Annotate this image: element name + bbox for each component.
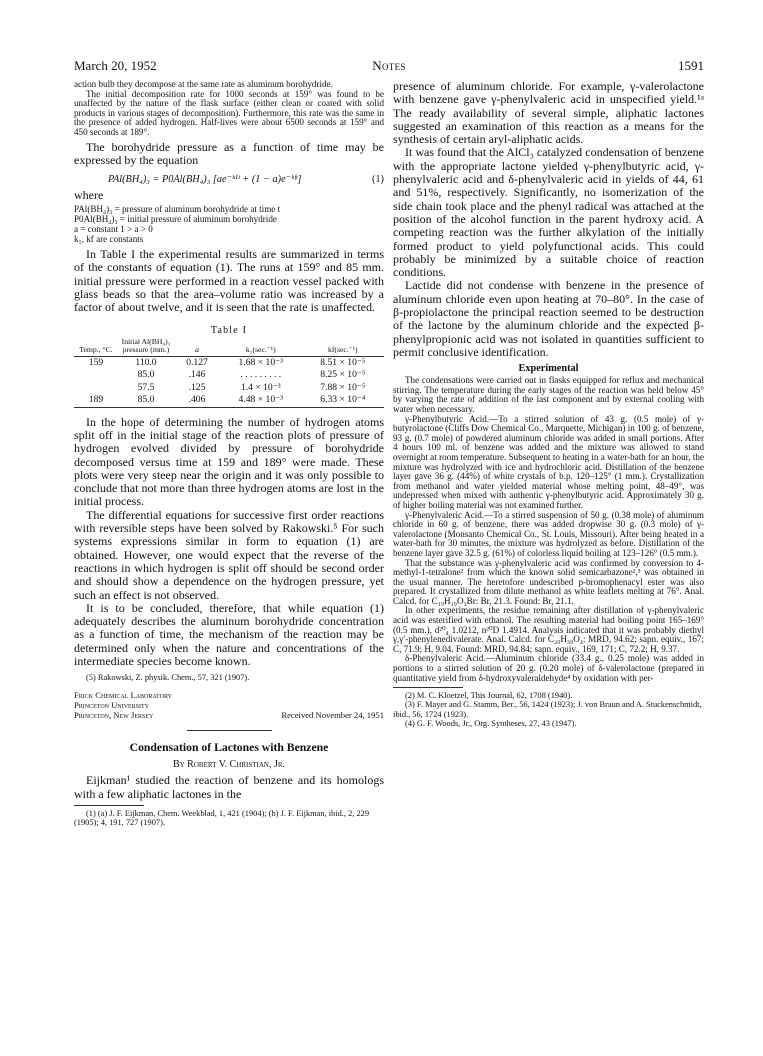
address-line: Frick Chemical Laboratory [74, 690, 172, 701]
definition: k₁, kf are constants [74, 234, 144, 245]
footnote: (2) M. C. Kloetzel, This Journal, 62, 1708 (1940). [405, 691, 573, 701]
section-heading: Experimental [518, 363, 579, 375]
header-date: March 20, 1952 [74, 58, 157, 73]
table-row [74, 369, 384, 382]
table-cell: .146 [188, 369, 206, 381]
table-cell [74, 369, 118, 382]
table-cell: 189 [88, 394, 104, 406]
table-row [74, 394, 384, 407]
footnote: (5) Rakowski, Z. physik. Chem., 57, 321 (1907). [86, 673, 250, 683]
data-table [74, 338, 384, 408]
footnote: (3) F. Mayer and G. Stamm, Ber., 56, 1424 (1923); J. von Braun and A. Stuckenschmidt, ibid., 56, 1724 (1923). [393, 700, 702, 719]
table-row [74, 382, 384, 395]
table-cell: 57.5 [137, 381, 155, 393]
paragraph: In Table I the experimental results are summarized in terms of the constants of equation (1). The runs at 159° and 85 mm. initial pressure were performed in a reaction vessel packed with glass beads so that the area–volume ratio was increased by a factor of about twelve, and it is seen that the rate is unaffected. [74, 247, 384, 315]
paragraph: That the substance was γ-phenylvaleric acid was confirmed by conversion to 4-methyl-1-tetralone² from which the known solid semicarbazone²,³ was obtained in the usual manner. The heretofore undescribed p-bromophenacyl ester was also prepared. It crystallized from dilute methanol as white leaflets melting at 76°. Anal. Calcd. for C₁₉H₁₉O₃Br: Br, 21.3. Found: Br, 21.1. [393, 557, 704, 606]
column-header: k₁(sec.⁻¹) [245, 344, 276, 354]
received-date: Received November 24, 1951 [281, 710, 384, 721]
byline: By Robert V. Christian, Jr. [172, 759, 286, 771]
section-rule [187, 730, 272, 731]
table-cell [74, 382, 118, 395]
paragraph: It is to be concluded, therefore, that while equation (1) adequately describes the aluminum borohydride concentration as a function of time, the mechanism of the reaction may be determined only when the nature and concentrations of the intermediate species become known. [74, 600, 384, 668]
paragraph: δ-Phenylvaleric Acid.—Aluminum chloride (33.4 g., 0.25 mole) was added in portions to a stirred solution of 20 g. (0.20 mole) of δ-valerolactone (prepared in quantitative yield from δ-hydroxyvaleraldehyde⁴ by oxidation with per- [393, 653, 704, 683]
author-address [74, 690, 384, 720]
column-header: Temp., °C. [79, 344, 113, 354]
table-cell: 8.25 × 10⁻⁵ [320, 369, 366, 381]
paragraph: The condensations were carried out in flasks equipped for reflux and mechanical stirring. The temperature during the early stages of the reaction was held below 45° by varying the rate of addition of the last component and by external cooling with water when necessary. [393, 375, 704, 415]
running-header [74, 58, 704, 74]
right-column [393, 80, 704, 728]
table-cell: 110.0 [135, 356, 157, 368]
footnote-rule [393, 687, 463, 688]
table-cell: 6.33 × 10⁻⁴ [320, 394, 366, 406]
footnote: (1) (a) J. F. Eijkman, Chem. Weekblad, 1, 421 (1904); (b) J. F. Eijkman, ibid., 2, 229 (1905); 4, 191, 727 (1907). [74, 809, 370, 828]
table-cell: 8.51 × 10⁻⁵ [320, 356, 366, 368]
table-title: Table I [210, 324, 248, 336]
paragraph: The initial decomposition rate for 1000 seconds at 159° was found to be unaffected by the nature of the flask surface (either clean or coated with solid products in various stages of decomposition). Furthermore, this rate was the same in the presence of added hydrogen. Half-lives were about 6500 seconds at 159° and 450 seconds at 189°. [74, 88, 384, 137]
page-number: 1591 [678, 58, 704, 73]
where-label: where [74, 188, 104, 203]
paragraph: It was found that the AlCl₃ catalyzed condensation of benzene with the appropriate lactone yielded γ-phenylbutyric acid, γ-phenylvaleric acid and δ-phenylvaleric acid in yields of 44, 61 and 51%, respectively. Significantly, no isomerization of the side chain took place and the phenyl radical was attached at the position of the alcohol function in the parent hydroxy acid. A competing reaction was the further alkylation of the initially formed product to yield polyfunctional acids. This could probably be minimized by a suitable choice of reaction conditions. [393, 145, 704, 280]
column-header: a [195, 344, 199, 354]
table-cell: 0.127 [186, 356, 208, 368]
article-title: Condensation of Lactones with Benzene [129, 741, 329, 755]
paragraph: In the hope of determining the number of hydrogen atoms split off in the initial stage of the reaction plots of pressure of hydrogen evolved divided by pressure of borohydride decomposed versus time at 159 and 189° were made. These plots were very steep near the origin and it was only possible to conclude that not more than three hydrogen atoms are lost in the initial process. [74, 414, 384, 509]
definition: PAl(BH₄)₃ = pressure of aluminum borohydride at time t [74, 204, 281, 215]
table-cell: 85.0 [137, 394, 155, 406]
definitions [74, 204, 384, 244]
definition: a = constant 1 > a > 0 [74, 224, 153, 235]
paragraph: In other experiments, the residue remaining after distillation of γ-phenylvaleric acid was esterified with ethanol. The resulting material had boiling point 165–169° (0.5 mm.), d²⁰₄ 1.0212, n²⁰D 1.4914. Analysis indicated that it was probably diethyl γ,γ′-phenylenedivalerate. Anal. Calcd. for C₂₀H₃₀O₄: MRD, 94.62; sapn. equiv., 167; C, 71.9; H, 9.04. Found: MRD, 94.84; sapn. equiv., 169, 171; C, 72.2; H, 9.37. [393, 605, 704, 654]
address-line: Princeton University [74, 700, 150, 711]
column-header: kf(sec.⁻¹) [327, 344, 358, 354]
footnote: (4) G. F. Woods, Jr., Org. Syntheses, 27, 43 (1947). [405, 718, 577, 728]
table-cell: .125 [188, 381, 206, 393]
paragraph: Lactide did not condense with benzene in the presence of aluminum chloride even upon heating at 70–80°. In the case of β-propiolactone the principal reaction seemed to be destruction of the lactone by the aluminum chloride and the expected β-phenylpropionic acid was not isolated in quantities sufficient to permit conclusive identification. [393, 278, 704, 359]
header-section: Notes [372, 58, 406, 73]
paragraph: γ-Phenylvaleric Acid.—To a stirred suspension of 50 g. (0.38 mole) of aluminum chloride in 60 g. of benzene, there was added dropwise 30 g. (0.3 mole) of γ-valerolactone (Monsanto Chemical Co., St. Louis, Missouri). After being heated in a water-bath for 30 minutes, the mixture was hydrolyzed as before. Distillation of the benzene layer gave 32.5 g. (61%) of colorless liquid boiling at 123–126° (0.5 mm.). [393, 509, 704, 558]
equation-1 [74, 173, 384, 186]
paragraph: γ-Phenylbutyric Acid.—To a stirred solution of 43 g. (0.5 mole) of γ-butyrolactone (Cliffs Dow Chemical Co., Marquette, Michigan) in 100 g. of benzene, 93 g. (0.7 mole) of powdered aluminum chloride was added in small portions. After 4 hours 100 ml. of benzene was added and the mixture was allowed to stand overnight at room temperature. Subsequent to heating in a water-bath for an hour, the mixture was hydrolyzed with ice and hydrochloric acid. Distillation of the benzene layer gave 36 g. (44%) of white crystals of b.p. 120–125° (1 mm.). Crystallization from methanol and water yielded material whose melting point, 48–49°, was undepressed when mixed with authentic γ-phenylbutyric acid. Approximately 30 g. of higher boiling material was not examined further. [393, 413, 704, 510]
paragraph: Eijkman¹ studied the reaction of benzene and its homologs with a few aliphatic lactones in the [74, 773, 384, 801]
address-line: Princeton, New Jersey [74, 710, 154, 721]
table-cell: . . . . . . . . . [240, 369, 282, 381]
table-cell: 1.4 × 10⁻³ [240, 381, 281, 393]
paragraph: The differential equations for successive first order reactions with reversible steps have been solved by Rakowski.⁵ For such systems expressions similar in form to equation (1) are obtained. However, one would expect that the reverse of the reactions in which hydrogen is split off should be second order and should show a dependence on the hydrogen pressure, yet such an effect is not observed. [74, 507, 384, 602]
table-cell: 85.0 [137, 369, 155, 381]
table-row [74, 356, 384, 369]
paragraph: The borohydride pressure as a function of time may be expressed by the equation [74, 139, 384, 167]
definition: P0Al(BH₄)₃ = initial pressure of aluminum borohydride [74, 214, 277, 225]
table-cell: .406 [188, 394, 206, 406]
footnote-rule [74, 805, 144, 806]
equation-body: PAl(BH₄)₃ = P0Al(BH₄)₃ [ae⁻ᵏ¹ᵗ + (1 − a)e⁻ᵏᶠᵗ] [108, 174, 302, 186]
table-cell: 159 [88, 356, 104, 368]
table-cell: 1.68 × 10⁻³ [238, 356, 284, 368]
equation-number: (1) [371, 174, 384, 186]
paragraph: presence of aluminum chloride. For example, γ-valerolactone with benzene gave γ-phenylvaleric acid in unspecified yield.¹ᵃ The ready availability of several simple, aliphatic lactones suggested an examination of this reaction as a means for the synthesis of certain aryl-aliphatic acids. [393, 79, 704, 147]
paragraph: action bulb they decompose at the same rate as aluminum borohydride. [74, 79, 333, 89]
table-cell: 4.48 × 10⁻³ [238, 394, 284, 406]
table-cell: 7.88 × 10⁻⁵ [320, 381, 366, 393]
left-column [74, 80, 384, 827]
column-header: Initial Al(BH₄)₃ pressure (mm.) [121, 336, 171, 354]
